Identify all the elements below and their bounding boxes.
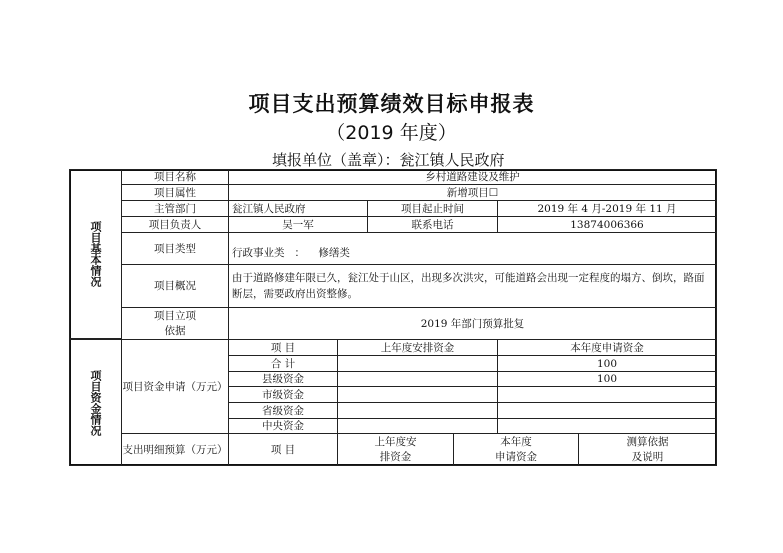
row-central-label: 中央资金: [228, 418, 338, 434]
detail-header-this-line2: 申请资金: [495, 450, 537, 463]
label-basis: [121, 307, 229, 340]
page-subtitle-year: （2019 年度）: [326, 122, 457, 144]
section-funds: 项目资金情况: [69, 339, 122, 466]
label-detail-budget: 支出明细预算（万元）: [121, 433, 229, 466]
detail-header-this: [453, 433, 579, 466]
row-total-this: 100: [497, 355, 717, 372]
row-city-label: 市级资金: [228, 386, 338, 403]
detail-header-basis-line1: 测算依据: [626, 435, 669, 448]
label-phone: 联系电话: [367, 216, 498, 233]
row-county-this: 100: [497, 371, 717, 387]
row-county-label: 县级资金: [228, 371, 338, 387]
reporting-unit-label: 填报单位（盖章）：: [272, 151, 400, 169]
value-leader: 吴一军: [228, 216, 368, 233]
detail-header-last: [337, 433, 454, 466]
value-project-type-text: 行政事业类 ： 修缮类: [232, 247, 350, 259]
label-overview: 项目概况: [121, 264, 229, 308]
page-title: 项目支出预算绩效目标申报表: [248, 92, 535, 116]
header-item: 项 目: [228, 339, 338, 356]
detail-header-basis: [578, 433, 717, 466]
label-project-type: 项目类型: [121, 232, 229, 265]
reporting-unit-name: 瓮江镇人民政府: [399, 151, 505, 169]
value-period: 2019 年 4 月-2019 年 11 月: [497, 200, 717, 217]
label-period: 项目起止时间: [367, 200, 498, 217]
value-phone: 13874006366: [497, 216, 717, 233]
label-project-name: 项目名称: [121, 169, 229, 185]
header-last-year: 上年度安排资金: [337, 339, 498, 356]
label-basis-line2: 依据: [164, 324, 186, 337]
row-city-this: [497, 386, 717, 403]
value-dept: 瓮江镇人民政府: [228, 200, 368, 217]
detail-header-last-line1: 上年度安: [374, 435, 417, 448]
header-this-year: 本年度申请资金: [497, 339, 717, 356]
section-basic-info: 项目基本情况: [69, 169, 122, 339]
value-basis: 2019 年部门预算批复: [228, 307, 717, 340]
label-leader: 项目负责人: [121, 216, 229, 233]
row-province-this: [497, 402, 717, 419]
row-province-last: [337, 402, 498, 419]
label-dept: 主管部门: [121, 200, 229, 217]
row-central-this: [497, 418, 717, 434]
value-overview: 由于道路修建年限已久，瓮江处于山区，出现多次洪灾，可能道路会出现一定程度的塌方、倒坎，路面断层，需要政府出资整修。: [228, 264, 717, 308]
row-total-last: [337, 355, 498, 372]
row-total-label: 合 计: [228, 355, 338, 372]
detail-header-last-line2: 排资金: [379, 450, 412, 463]
value-project-name: 乡村道路建设及维护: [228, 169, 717, 185]
label-project-attr: 项目属性: [121, 184, 229, 201]
reporting-unit: [272, 149, 505, 170]
detail-header-this-line1: 本年度: [500, 435, 532, 448]
row-city-last: [337, 386, 498, 403]
row-central-last: [337, 418, 498, 434]
row-province-label: 省级资金: [228, 402, 338, 419]
row-county-last: [337, 371, 498, 387]
label-fund-apply: 项目资金申请（万元）: [121, 339, 229, 434]
label-basis-line1: 项目立项: [154, 309, 196, 322]
value-project-attr: 新增项目☐: [228, 184, 717, 201]
value-project-type: [228, 232, 717, 265]
detail-header-item: 项 目: [228, 433, 338, 466]
detail-header-basis-line2: 及说明: [631, 450, 664, 463]
